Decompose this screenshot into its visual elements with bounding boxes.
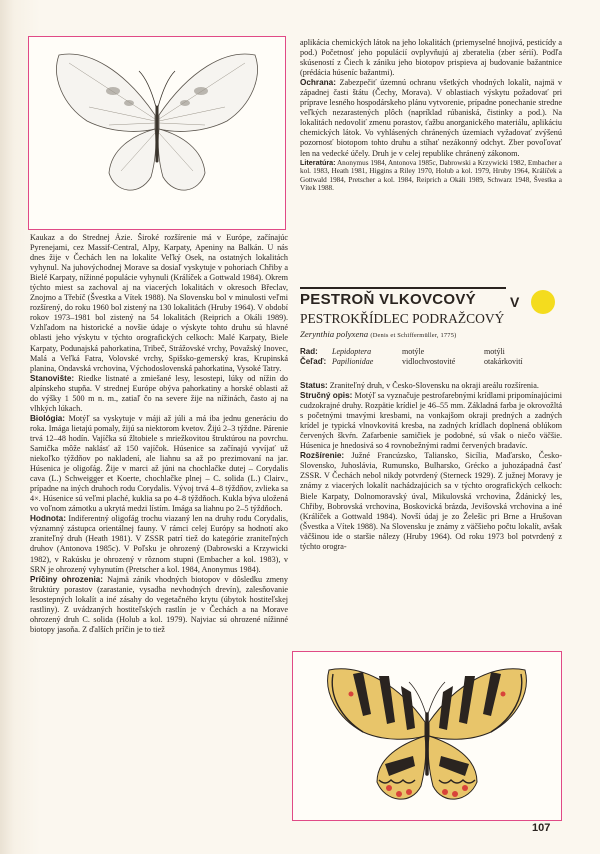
category-badge xyxy=(510,294,519,310)
value-text: Indiferentný oligofág trochu viazaný len na druhy rodu Corydalis, významný zástupca orientálnej fauny. V rámci celej Európy sa hodnotí ako zraniteľný druh (Heath 1981). V ZSSR patrí tiež do kategórie zraniteľných druhov (Antonova 1985c). V Poľsku je ohrozený (Dabrowski a Krzywicki 1982), v Rakúsku je ohrozený v rôznom stupni (Embacher a kol. 1983), v SRN je ohrozený vyhynutím (Pretscher a kol. 1984, Anonymus 1984). xyxy=(30,514,288,574)
left-paragraph-habitat xyxy=(30,374,288,414)
biology-text: Motýľ sa vyskytuje v máji až júli a má iba jednu generáciu do roka. Imága lietajú pomaly, žijú sa niektorom kvetov. Žijú 2–3 týždne. Párenie trvá 12–48 hodín. Vajíčka sú žltobiele s mriežkovitou štruktúrou na povrchu. Samička môže naklásť až 150 vajíčok. Húsenice sa začínajú vyvíjať už niekoľko týždňov po nakladení, ale liahnu sa až po prezimovaní na jar. Húsenica je oligofág. Žije v marci až júni na chochlačke dutej – Corydalis cava (L.) Schweigger et Koerte, chochlačke plnej – C. solida (L.) Clairv., prípadne na iných druhoch rodu Corydalis. Vývoj trvá 4–8 týždňov, zvlieka sa 4×. Húsenice sú veľmi plaché, kuklia sa po 4–8 týždňoch. Kukla býva uložená vo voľnom zámotku a ukrytá medzi lístím. Imága sa liahnu po 2–5 týždňoch. xyxy=(30,413,288,514)
latin-author: (Denis et Schiffermüller, 1775) xyxy=(370,332,457,339)
right-paragraph-status xyxy=(300,381,562,391)
taxonomy-order-row xyxy=(300,347,562,356)
right-column-top xyxy=(300,38,562,258)
protection-text: Zabezpečiť územnú ochranu všetkých vhodných lokalít, najmä v západnej časti štátu (Čechy, Morava). V oblastiach výskytu požadovať pri príprave lesného hospodárskeho plánu vytvorenie, prípadne ponechanie stredne veľkých nezarastených plôch (napríklad rúbaniská, čistinky a pod.). Na lokalitách nedovoliť zmenu porastov, ťažbu anorganického materiálu, aplikáciu chemických látok. Vo vyhlásených chránených územiach vyžadovať zvýšenú pozornosť biotopom tohto druhu a stíhať nezákonný odchyt. Zber povoľovať len na vedecké účely. Druh je v celej republike chránený zákonom. xyxy=(300,78,562,158)
header-rule xyxy=(300,287,506,289)
description-text: Motýľ sa vyznačuje pestrofarebnými krídlami pripomínajúcimi cudzokrajné druhy. Rozpätie krídiel je 46–55 mm. Základná farba je okrovožltá s početnými tmavými kresbami, na vonkajšom okraji predných a zadných krídel je typická vlnovkovitá kresba, na zadných krídlach doplnená oblúkom červených škvŕn. Zafarbenie samičiek je podobné, sú však o niečo väčšie. Húsenica je hnedosivá so 4 rovnobežnými radmi červených bradavíc. xyxy=(300,391,562,451)
left-paragraph-threats xyxy=(30,575,288,635)
right-paragraph-range xyxy=(300,451,562,551)
literature-label: Literatúra: xyxy=(300,157,336,167)
order-label: Rad: xyxy=(300,347,318,356)
range-text: Južné Francúzsko, Taliansko, Sicília, Maďarsko, Česko-Slovensko, Juhoslávia, Rumunsko, Bulharsko, Grécko a juhozápadná časť ZSSR. V Čechách nebol nikdy potvrdený (Sterneck 1929). Z južnej Moravy je známy z viacerých lokalít nachádzajúcich sa v týchto orografických celkoch: Biele Karpaty, Dolnomoravský úval, Mikulovská vrchovina, Ždánický les, Chřiby, Bobrovská vrchovina, Boskovická brázda, Jevišovská vrchovina a iné (Králíček a Gottwald 1984). Novší údaj je zo Želešic pri Brne a Hrušovan (Švestka a Vítek 1988). Na Slovensku je známy z väčšieho počtu lokalít, avšak väčšinou ide o staršie nálezy (Hruby 1964). Od roku 1973 bol potvrdený z týchto orogra- xyxy=(300,451,562,551)
literature-text: Anonymus 1984, Antonova 1985c, Dabrowski a Krzywicki 1982, Embacher a kol. 1983, Heath 1981, Higgins a Riley 1970, Holub a kol. 1979, Hruby 1964, Králíček a Gottwald 1984, Pretscher a kol. 1984, Reiprich a Okáli 1989, Schwarz 1948, Švestka a Vítek 1988. xyxy=(300,158,562,193)
left-paragraph-value xyxy=(30,514,288,574)
protection-label: Ochrana: xyxy=(300,78,336,88)
taxonomy-family-row xyxy=(300,357,562,366)
right-column-bottom xyxy=(300,381,562,645)
status-text: Zraniteľný druh, v Česko-Slovensku na okraji areálu rozšírenia. xyxy=(329,381,539,390)
species-title-sk: PESTROŇ VLKOVCOVÝ xyxy=(300,291,476,308)
latin-binomial: Zerynthia polyxena xyxy=(300,329,369,339)
right-paragraph-threats-cont: aplikácia chemických látok na jeho lokalitách (priemyselné hnojivá, pesticídy a pod.) Početnosť jeho populácií ovplyvňujú aj zberatelia (zber sérií). Podľa skúseností z Čiech k zániku jeho biotopov prispieva aj budovanie bažantnice (prédácia húseníc bažantmi). xyxy=(300,38,562,78)
biology-label: Biológia: xyxy=(30,413,66,423)
species-title-cz: PESTROKŘÍDLEC PODRAŽCOVÝ xyxy=(300,311,505,326)
butterfly-illustration-festoon xyxy=(293,652,561,820)
value-label: Hodnota: xyxy=(30,514,66,524)
species-latin-name xyxy=(300,329,456,339)
right-paragraph-description xyxy=(300,391,562,451)
category-dot xyxy=(531,290,555,314)
family-label: Čeľaď: xyxy=(300,357,327,366)
right-paragraph-literature xyxy=(300,159,562,193)
page-number: 107 xyxy=(532,822,551,834)
category-letter: V xyxy=(510,294,520,310)
illustration-box-apollo xyxy=(28,36,286,230)
order-cz: motýli xyxy=(484,347,505,356)
order-sk: motýle xyxy=(402,347,425,356)
illustration-box-polyxena xyxy=(292,651,562,821)
family-value: Papilionidae xyxy=(332,357,374,366)
status-label: Status: xyxy=(300,381,328,390)
left-column xyxy=(30,233,288,821)
order-value: Lepidoptera xyxy=(332,347,372,356)
habitat-label: Stanovište: xyxy=(30,373,75,383)
range-label: Rozšírenie: xyxy=(300,451,345,461)
description-label: Stručný opis: xyxy=(300,391,353,401)
butterfly-illustration-white xyxy=(29,37,285,229)
right-paragraph-protection xyxy=(300,78,562,158)
habitat-text: Riedke listnaté a zmiešané lesy, lesostepi, lúky od nížin do alpínskeho stupňa. V strednej Európe obýva pahorkatiny a horské oblasti až do výšky 1 500 m n. m., zatiaľ čo na severe žije na nížinách, často aj na vlhkých lúkach. xyxy=(30,373,288,413)
family-sk: vidlochvostovité xyxy=(402,357,456,366)
threats-text: Najmä zánik vhodných biotopov v dôsledku zmeny štruktúry porastov (zarastanie, vysadba nevhodných drevín), zalesňovanie lesostepných lokalít a iné zásahy do vegetačného krytu (úbytok hostiteľskej rastliny). Z uvádzaných hostiteľských rastlín je v Čechách a na Morave ohrozený druh C. solida (Holub a kol. 1979). Najviac sú ohrozené nížinné biotopy jasoňa. Z ďalších príčin je to tiež xyxy=(30,574,288,634)
family-cz: otakárkovití xyxy=(484,357,523,366)
threats-label: Príčiny ohrozenia: xyxy=(30,574,104,584)
left-paragraph-biology xyxy=(30,414,288,514)
left-paragraph-distribution: Kaukaz a do Strednej Ázie. Široké rozšírenie má v Európe, začínajúc Pyrenejami, cez Massif-Central, Alpy, Karpaty, Apeniny na Balkán. U nás dnes žije v Čechách len na lokalite Veľký Osek, na ostatných lokalitách vyhynul. Na juhovýchodnej Morave sa dosiaľ vyskytuje v pohoriach Chřiby a Bielé Karpaty, nížinné populácie vyhynuli (Králíček a Gottwald 1984). Okrem týchto miest sa zachoval aj na viacerých lokalitách v okresoch Břeclav, Znojmo a Třebíč (Švestka a Vítek 1988). Na Slovensku bol v minulosti veľmi rozšírený, do roku 1960 bol zistený na 130 lokalitách (Hruby 1964). V období rokov 1973–1981 bol zistený na 54 lokalitách (Reiprich a Okáli 1989). Vzhľadom na historické a novšie údaje o výskyte tohto druhu sú hlavné oblasti jeho výskytu v týchto orografických celkoch: Malé Karpaty, Biele Karpaty, Podunajská pahorkatina, Tribeč, Strážovské vrchy, Považský Inovec, Malá a Veľká Fatra, Volovské vrchy, Spišsko-gemerský kras, Krupinská planina, Ondavská vrchovina, Východoslovenská pahorkatina, Vysoké Tatry. xyxy=(30,233,288,373)
